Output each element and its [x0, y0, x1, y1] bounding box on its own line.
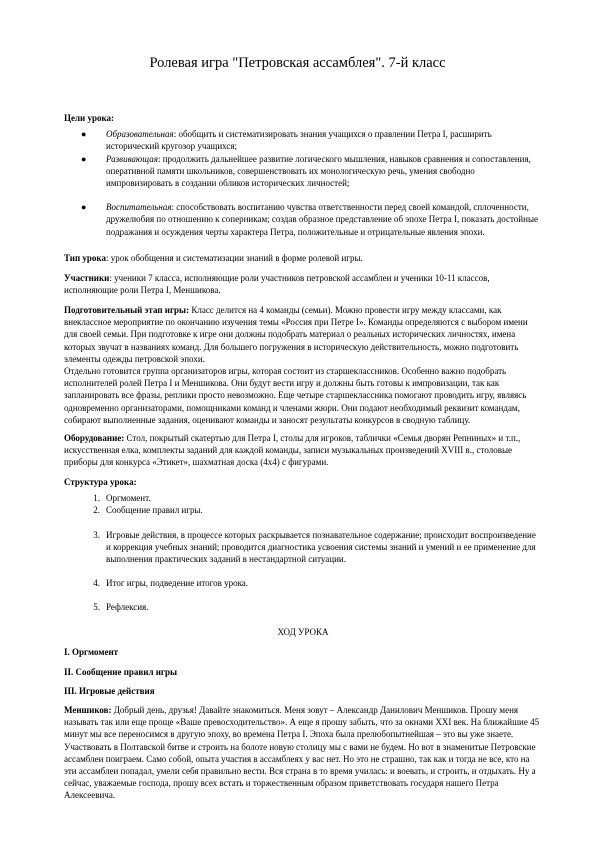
list-item: 1. Оргмомент. — [93, 493, 151, 504]
type-label: Тип урока — [64, 253, 106, 263]
list-item — [64, 128, 542, 152]
menshikov-speech — [64, 704, 542, 802]
goal-lead: Образовательная — [106, 129, 174, 140]
list-item: 4. Итог игры, подведение итогов урока. — [93, 578, 249, 589]
bullet-icon: ● — [81, 202, 87, 213]
structure-heading: Структура урока: — [64, 477, 137, 487]
list-item: 2. Сообщение правил игры. — [93, 505, 203, 516]
page-title: Ролевая игра "Петровская ассамблея". 7-й класс — [149, 55, 446, 71]
structure-section — [64, 476, 542, 614]
goal-lead: Воспитательная — [106, 202, 172, 213]
section-heading: I. Оргмомент — [64, 647, 119, 657]
participants-label: Участники — [64, 273, 110, 283]
bullet-icon: ● — [81, 129, 87, 140]
equipment-text: Стол, покрытый скатертью для Петра I, столы для игроков, таблички «Семья дворян Репниных» и т.п., искусственная елка, комплекты заданий для каждой команды, записи музыкальных произведений XVIII в., столовые приборы для конкурса «Этикет», шахматная доска (4x4) с фигурами. — [64, 433, 521, 468]
participants-text: : ученики 7 класса, исполняющие роли участников петровской ассамблеи и ученики 10-11 классов, исполняющие роли Петра I, Меншикова. — [64, 273, 490, 296]
goal-text: : способствовать воспитанию чувства ответственности перед своей командой, сплоченности, дружелюбия по отношению к соперникам; создав образное представление об эпохе Петра I, показать достойные подражания и осуждения черты характера Петра, положительные и отрицательные явления эпохи. — [106, 202, 538, 237]
section-heading: III. Игровые действия — [64, 686, 155, 696]
equipment — [64, 432, 542, 469]
list-item: 5. Рефлексия. — [93, 602, 149, 613]
section-heading: II. Сообщение правил игры — [64, 667, 178, 677]
goals-heading: Цели урока: — [64, 113, 115, 123]
goals-list — [64, 128, 542, 238]
goal-text: : обобщить и систематизировать знания учащихся о правлении Петра I, расширить исторический кругозор учащихся; — [106, 129, 492, 152]
speaker-label: Меншиков: — [64, 705, 112, 715]
structure-list — [64, 492, 542, 613]
list-item — [64, 153, 542, 190]
goal-text: : продолжить дальнейшее развитие логического мышления, навыков сравнения и сопоставления, оперативной памяти школьников, совершенствовать их монологическую речь, умения свободно импровизировать в создании обликов исторических личностей; — [106, 153, 531, 189]
participants — [64, 272, 542, 296]
course-heading: ХОД УРОКА — [277, 627, 329, 637]
goals-section — [64, 112, 542, 238]
list-item — [64, 201, 542, 238]
speech-text: Добрый день, друзья! Давайте знакомиться. Меня зовут – Александр Данилович Меншиков. Прошу меня называть так или еще проще «Ваше превосходительство». А еще я прошу забыть, что за окнами XXI век. На ближайшие 45 минут мы все переносимся в другую эпоху, во времена Петра I. Эпоха была прелюбопытнейшая – это вы уже знаете. Участвовать в Полтавской битве и строить на болоте новую столицу мы с вами не будем. Но вот в знаменитые Петровские ассамблеи поиграем. Само собой, опыта участия в ассамблеях у вас нет. Но это не страшно, так как и тогда не все, кто на эти ассамблеи попадал, умели себя правильно вести. Вся страна в то время училась: и воевать, и строить, и отдыхать. Ну а сейчас, уважаемые господа, прошу всех встать и торжественным образом приветствовать государя нашего Петра Алексеевича. — [64, 705, 540, 801]
list-item: 3. Игровые действия, в процессе которых раскрывается познавательное содержание; происходит воспроизведение и коррекция учебных знаний; проводится диагностика усвоения системы знаний и умений и ее применение для выполнения практических заданий в нестандартной ситуации. — [93, 529, 536, 565]
goal-lead: Развивающая — [106, 153, 158, 164]
equipment-label: Оборудование: — [64, 433, 125, 443]
prep-label: Подготовительный этап игры: — [64, 305, 190, 315]
prep-text: Класс делится на 4 команды (семьи). Можно провести игру между классами, как внеклассное мероприятие по окончанию изучения темы «Россия при Петре I». Команды определяются с выбором имени для своей семьи. При подготовке к игре они должны подобрать материал о реальных исторических личностях, имена которых звучат в названиях команд. Для большего погружения в историческую действительность, можно подготовить элементы одежды петровской эпохи. — [64, 305, 528, 364]
lesson-type — [64, 252, 542, 264]
prep-text-2: Отдельно готовится группа организаторов игры, которая состоит из старшеклассников. Особенно важно подобрать исполнителей ролей Петра I и Меншикова. Они будут вести игру и должны быть готовы к импровизации, так как запланировать все фразы, реплики просто невозможно. Еще четыре старшеклассника помогают проводить игру, являясь одновременно организаторами, помощниками команд и членами жюри. Они подают необходимый реквизит командам, собирают выполненные задания, оценивают команды и заносят результаты конкурсов в сводную таблицу. — [64, 366, 527, 425]
type-text: : урок обобщения и систематизации знаний в форме ролевой игры. — [105, 253, 363, 263]
preparation — [64, 304, 542, 426]
bullet-icon: ● — [81, 153, 87, 164]
